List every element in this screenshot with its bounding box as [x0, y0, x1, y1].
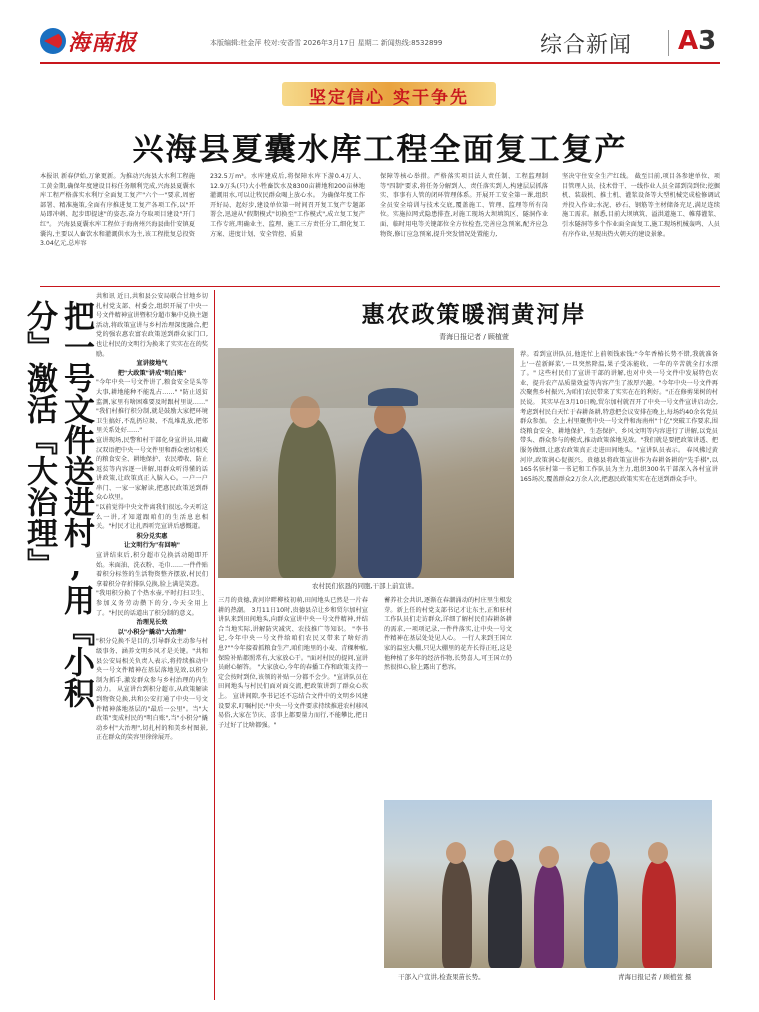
main-middle-column: 蓄养社会共识,逐渐在春潮涌动的村庄里生根发芽。新上任的村党支部书记才让东主,正和驻村工作队员们走访群众,详细了解村民们春耕备耕的需求,一项项记录,一件件落实,让中央一号文件精神在基层处处见人心。 一行人来到王国立家的温室大棚,只见大棚里的花卉长得正旺,这是他种植了多年的经济作物,长势喜人,可王国立仍然很担心,脸上露出了愁容。 [384, 597, 512, 672]
sidebar-para-4: 宣讲结束后,积分超市兑换活动随即开始。米面油、洗衣粉、毛巾……一件件贴着积分标签的生活物资整齐摆放,村民们拿着积分存折排队兑换,脸上满是笑意。 [96, 552, 208, 588]
sidebar-para-2: 宣讲现场,民警和村干部化身宣讲员,用藏汉双语把中央一号文件里和群众密切相关的粮食安全、耕地保护、农民增收、防止返贫等内容逐一讲解,用群众听得懂的话讲政策,让政策真正入脑入心。一户一户串门、一家一家解读,把惠民政策送到群众心坎里。 [96, 436, 208, 502]
edition-meta: 本版编辑:杜金萍 校对:安香雪 2026年3月17日 星期二 新闻热线:8532899 [210, 39, 443, 47]
lead-headline: 兴海县夏囊水库工程全面复工复产 [132, 132, 628, 168]
sidebar-subhead-1: 宣讲接地气 [136, 360, 168, 368]
sidebar-body [96, 292, 208, 1012]
section-title: 综合新闻 [540, 33, 633, 58]
lead-column-4: 坚决守住安全生产红线。 截至目前,项目各参建单位、项目管理人员、技术骨干、一线作业人员全部到岗到位;挖掘机、装载机、推土机、灌浆设备等大型机械完成检修调试并投入作业;水泥、砂石、钢筋等主材储备充足,满足连续施工需求。据悉,目前大坝填筑、溢洪道施工、帷幕灌浆、引水隧洞等多个作业面全面复工,施工现场机械轰鸣、人员有序作业,呈现出热火朝天的建设景象。 [562, 173, 720, 238]
sidebar-subhead-2: 积分兑实惠 [136, 532, 168, 540]
sidebar-para-5: "我用积分换了个热水壶,平时打扫卫生、参加义务劳动攒下的分,今天全用上了。"村民的话道出了积分制的意义。 [96, 590, 208, 617]
main-headline: 惠农政策暖润黄河岸 [361, 301, 587, 328]
header-rule [40, 62, 720, 64]
sidebar-headline: 把一号文件送进村,用『小积分』激活『大治理』 [21, 300, 94, 708]
sidebar-subhead-1b: 把"大政策"讲成"明白账" [117, 369, 187, 377]
lead-column-1: 本报讯 新春伊始,万象更新。为推动兴海县大水利工程施工黄金期,确保年度建设目标任务顺利完成,兴海县夏囊水库工程严格落实水利厅全面复工复产"六个一"要求,周密部署、精准施策,全面有序推进复工复产各项工作,以"开局即冲刺、起步即提速"的姿态,奋力夺取项目建设"开门红"。 兴海县夏囊水库工程位于海南州兴海县曲什安镇夏囊沟,主要以人畜饮水和灌溉供水为主,该工程批复总投资3.04亿元,总库容 [40, 173, 195, 248]
column-divider [214, 290, 215, 1000]
photo-caption-1: 农村民们依恳的同胞,干部上前宣讲。 [311, 582, 419, 590]
photo-credit-2: 青海日报记者 / 顾植萱 摄 [618, 973, 692, 981]
sidebar-para-3: "以前觉得中央文件离我们很远,今天听这么一讲,才知道跟咱们的生活息息相关。"村民才让扎西听完宣讲后感慨道。 [96, 504, 208, 531]
sidebar-para-6: "积分兑换不是目的,引导群众主动参与村级事务、涵养文明乡风才是关键。"共和县公安局相关负责人表示,将持续推动中央一号文件精神在基层落地见效,以积分制为抓手,激发群众参与乡村治理的内生动力。 从宣讲台到积分超市,从政策解读到物资兑换,共和公安打通了中央一号文件精神落地基层的"最后一公里"。当"大政策"变成村民的"明白账",当"小积分"撬动乡村"大治理",切扎村的和美乡村图景,正在群众的笑容里徐徐展开。 [96, 638, 208, 742]
lead-column-3: 保障等核心举措。严格落实项目法人责任制、工程监理制等"四制"要求,将任务分解到人、责任落实到人,构建层层抓落实、事事有人管的闭环管理体系。开展开工安全第一课,组织全员安全培训与技术交底,覆盖施工、管理、监理等所有岗位。实施拉网式隐患排查,对施工现场大坝填筑区、隧洞作业面、临时用电等关键部位全方位检查,完善应急预案,配齐应急物资,修订应急预案,提升突发情况处置能力, [380, 173, 548, 238]
photo-field-talk [218, 348, 514, 578]
header-divider [668, 30, 669, 56]
logo-text: 海南报 [68, 30, 138, 56]
sidebar-subhead-3: 治理见长效 [136, 619, 168, 627]
main-right-column: 荐。看到宣讲队员,他连忙上前领钱索钱:"今年香椿长势不错,我就准备上'一茬新鲜菜',一旦突然降温,果子受冻能收、一年的辛苦就全打水漂了。" 这些村民们了宣讲干部的讲解,也对中央一号文件中发展特色农业、提升农产品质量效益等内容产生了浓厚兴趣。"今年中央一号文件再次聚焦乡村振兴,为咱们农民带来了实实在在的利好。"正在修剪果树的村民说。 其实早在3月10日晚,贸尔加村就召开了中央一号文件宣讲启动会,考虑到村民白天忙于春耕备耕,特意把会议安排在晚上,每场约40余名党员群众参加。 会上,村里聚焦中央一号文件和海南州"十亿"突破工作要求,围绕粮食安全、耕地保护、生态保护、乡风文明等内容进行了讲解,以党员带头、群众参与的模式,推动政策落地见效。"我们就是要把政策讲透、把服务做细,让惠农政策真正走进田间地头。"宣讲队员表示。 春风拂过黄河岸,政策润心促振兴。贵德县将政策宣讲作为春耕备耕的"先手棋",以165名驻村第一书记和工作队员为主力,组织300名干部深入各村宣讲165场次,覆盖群众2万余人次,把惠民政策实实在在送到群众手中。 [520, 351, 718, 483]
page-number [678, 26, 716, 56]
main-left-column: 三月的贵德,黄河岸畔柳枝初萌,田间地头已然是一片春耕的热潮。 3月11日10时,贵德县尕让乡和贸尔加村宣讲队来到田间地头,向群众宣讲中央一号文件精神,并结合当地实际,讲解防灾减灾、农技推广等知识。 "李书记,今年中央一号文件给咱们农民又带来了啥好消息?""今年接着抓粮食生产,咱们地里的小麦、青稞种植,保险补贴都照常有,大家放心干。"面对村民的提问,宣讲员耐心解答。 "大家放心,今年的春播工作和政策支持一定会按时到位,该领的补贴一分都不会少。"宣讲队员在田间地头与村民们面对面交流,把政策讲到了群众心坎上。 宣讲间隙,李书记还不忘结合文件中的文明乡风建设要求,叮嘱村民:"中央一号文件要求持续推进农村移风易俗,大家在节庆、喜事上都要量力而行,不能攀比,把日子过好了比啥都强。" [218, 597, 368, 729]
sidebar-subhead-3b: 以"小积分"撬动"大治理" [117, 628, 187, 636]
photo-caption-2: 干部入户宣讲,检查果苗长势。 [398, 973, 485, 981]
photo-orchard-visit [384, 800, 712, 968]
newspaper-logo [40, 28, 150, 54]
logo-emblem-icon [40, 28, 66, 54]
slogan-text: 坚定信心 实干争先 [309, 88, 469, 108]
sidebar-para-1: "今年中央一号文件讲了,粮食安全是头等大事,耕地能种不能乱占……" "防止返贫监测,家里有啥困难要及时跟村里说……" "我们村推行积分制,就是鼓励大家把环境卫生搞好,不乱扔垃圾、不乱堆乱放,把邻里关系处好……" [96, 379, 208, 435]
section-rule [40, 286, 720, 287]
main-byline: 青海日报记者 / 顾植萱 [439, 333, 509, 341]
sidebar-subhead-2b: 让文明行为"有回响" [124, 542, 180, 550]
lead-column-2: 232.5万m³。水库建成后,将保障水库下游0.4万人、12.9万头(只)大小牲畜饮水及8300亩耕地和200亩林地灌溉用水,可以让牧民群众喝上放心水。 为确保年度工作开好局、起好步,建设单位第一时间召开复工复产专题部署会,迅速从"假期模式"切换至"工作模式",成立复工复产工作专班,明确业主、监理、施工三方责任分工,细化复工方案、进度计划、安全管控、质量 [210, 173, 365, 238]
sidebar-intro: 共和讯 近日,共和县公安局联合甘地乡切扎村党支部、村委会,组织开展了中央一号文件精神宣讲暨积分超市集中兑换主题活动,将政策宣讲与乡村治理深度融合,把党的强农惠农富农政策送到群众家门口,也让村民的文明行为换来了实实在在的奖励。 [96, 293, 208, 358]
page-digit: 3 [698, 26, 717, 56]
slogan-banner [282, 82, 496, 106]
page-letter: A [678, 26, 699, 56]
